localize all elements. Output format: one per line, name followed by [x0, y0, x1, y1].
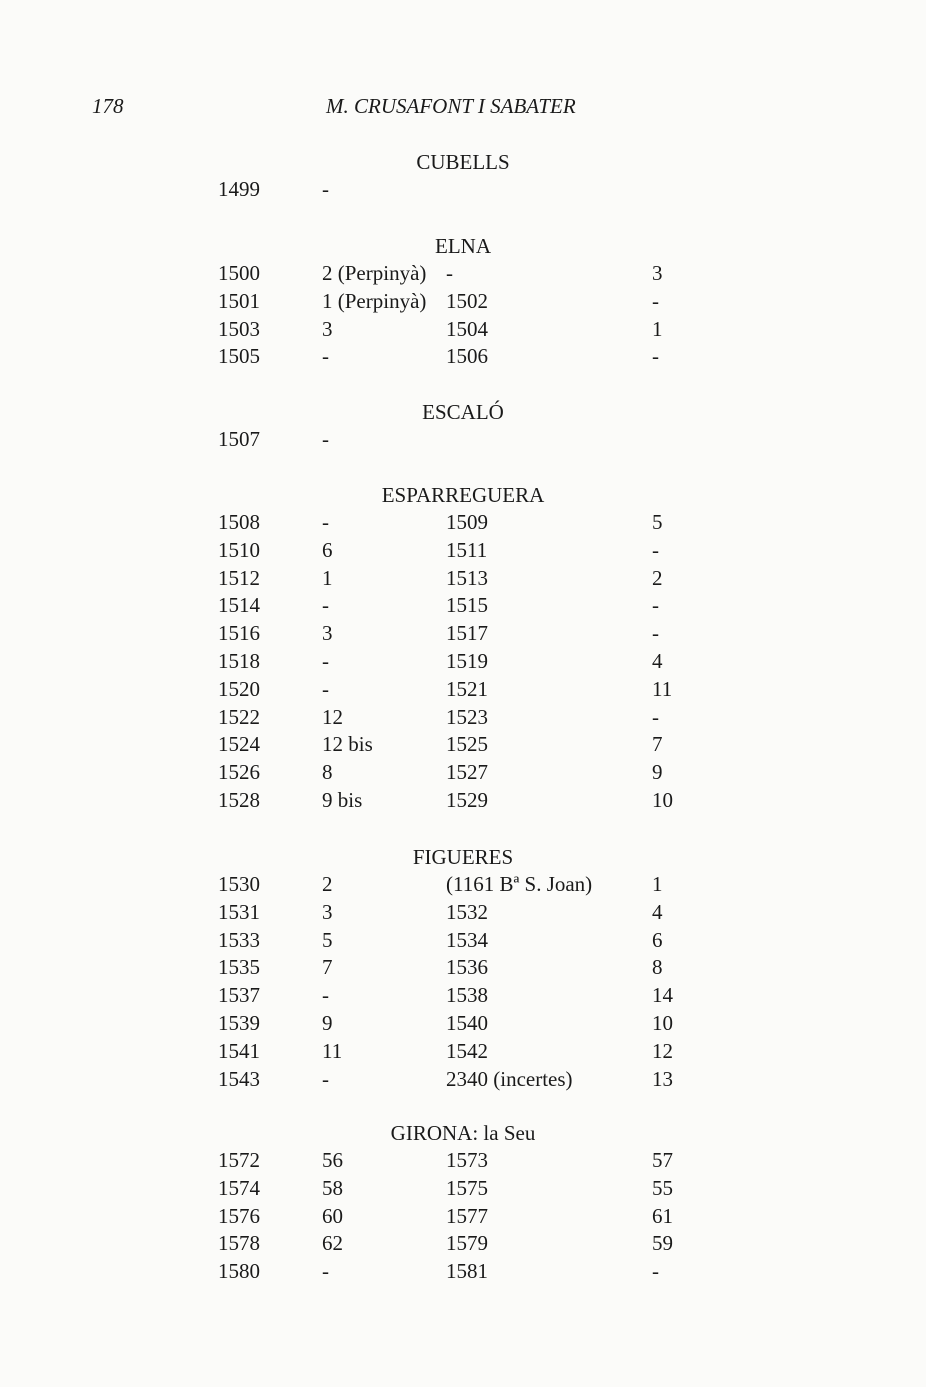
table-row	[0, 177, 926, 205]
cell-col-4: 3	[652, 261, 663, 285]
cell-col-2: 5	[322, 927, 333, 952]
table-row	[0, 955, 926, 983]
cell-col-3: 1577	[446, 1203, 488, 1228]
cell-col-2: 2 (Perpinyà)	[322, 261, 427, 285]
table-row	[0, 983, 926, 1011]
running-head: M. CRUSAFONT I SABATER	[326, 94, 576, 118]
cell-col-3: -	[446, 261, 453, 285]
cell-col-4: 7	[652, 732, 663, 757]
section-title: ESPARREGUERA	[381, 483, 545, 507]
cell-col-4: 9	[652, 760, 663, 785]
cell-col-3: 1523	[446, 704, 488, 729]
table-row	[0, 344, 926, 372]
cell-col-1: 1518	[218, 649, 260, 673]
cell-col-1: 1533	[218, 927, 260, 952]
cell-col-1: 1510	[218, 537, 260, 562]
cell-col-3: 1542	[446, 1038, 488, 1063]
table-row	[0, 649, 926, 677]
cell-col-3: 1529	[446, 788, 488, 812]
cell-col-2: -	[322, 1066, 329, 1091]
table-row	[0, 705, 926, 733]
cell-col-1: 1574	[218, 1175, 260, 1200]
cell-col-2: 58	[322, 1175, 343, 1200]
cell-col-4: 8	[652, 955, 663, 980]
table-row	[0, 593, 926, 621]
table-row	[0, 1176, 926, 1204]
cell-col-2: -	[322, 983, 329, 1008]
section-title: GIRONA: la Seu	[390, 1121, 536, 1145]
table-row	[0, 621, 926, 649]
cell-col-2: 3	[322, 316, 333, 341]
cell-col-2: -	[322, 427, 329, 451]
table-row	[0, 1259, 926, 1287]
table-row	[0, 510, 926, 538]
cell-col-1: 1524	[218, 732, 260, 757]
cell-col-1: 1512	[218, 565, 260, 590]
cell-col-4: 10	[652, 1011, 673, 1035]
cell-col-1: 1535	[218, 955, 260, 980]
cell-col-2: 3	[322, 621, 333, 646]
cell-col-3: 1504	[446, 316, 488, 341]
table-row	[0, 289, 926, 317]
cell-col-2: -	[322, 510, 329, 534]
table-row	[0, 900, 926, 928]
page-header	[0, 94, 926, 124]
cell-col-1: 1576	[218, 1203, 260, 1228]
cell-col-1: 1516	[218, 621, 260, 646]
cell-col-1: 1539	[218, 1011, 260, 1035]
cell-col-3: 1575	[446, 1175, 488, 1200]
cell-col-1: 1522	[218, 704, 260, 729]
cell-col-2: 6	[322, 537, 333, 562]
cell-col-1: 1526	[218, 760, 260, 785]
cell-col-4: -	[652, 1259, 659, 1284]
cell-col-2: 1	[322, 565, 333, 590]
table-row	[0, 566, 926, 594]
cell-col-2: 56	[322, 1148, 343, 1172]
cell-col-1: 1530	[218, 872, 260, 896]
cell-col-4: -	[652, 593, 659, 618]
cell-col-4: 12	[652, 1038, 673, 1063]
table-row	[0, 538, 926, 566]
cell-col-1: 1507	[218, 427, 260, 451]
cell-col-4: 2	[652, 565, 663, 590]
cell-col-1: 1578	[218, 1231, 260, 1256]
cell-col-2: 11	[322, 1038, 343, 1063]
cell-col-1: 1505	[218, 344, 260, 369]
table-row	[0, 1067, 926, 1095]
table-row	[0, 760, 926, 788]
cell-col-4: 57	[652, 1148, 673, 1172]
cell-col-1: 1520	[218, 676, 260, 701]
section-title: ELNA	[435, 234, 491, 258]
cell-col-1: 1580	[218, 1259, 260, 1284]
table-row	[0, 928, 926, 956]
cell-col-2: 9	[322, 1011, 333, 1035]
cell-col-4: 1	[652, 872, 663, 896]
cell-col-2: -	[322, 1259, 329, 1284]
cell-col-1: 1543	[218, 1066, 260, 1091]
cell-col-2: -	[322, 593, 329, 618]
cell-col-1: 1541	[218, 1038, 260, 1063]
cell-col-3: 1534	[446, 927, 488, 952]
section-title: CUBELLS	[416, 150, 510, 174]
section-title: FIGUERES	[412, 845, 514, 869]
cell-col-3: 1509	[446, 510, 488, 534]
cell-col-4: 61	[652, 1203, 673, 1228]
cell-col-4: -	[652, 537, 659, 562]
cell-col-3: 1513	[446, 565, 488, 590]
cell-col-4: 59	[652, 1231, 673, 1256]
table-row	[0, 1204, 926, 1232]
cell-col-4: 55	[652, 1175, 673, 1200]
table-row	[0, 1231, 926, 1259]
cell-col-4: 10	[652, 788, 673, 812]
cell-col-4: 14	[652, 983, 673, 1008]
cell-col-2: 2	[322, 872, 333, 896]
cell-col-3: 1573	[446, 1148, 488, 1172]
cell-col-2: 7	[322, 955, 333, 980]
cell-col-4: 11	[652, 676, 673, 701]
cell-col-1: 1508	[218, 510, 260, 534]
section-title: ESCALÓ	[422, 400, 504, 424]
cell-col-4: -	[652, 704, 659, 729]
cell-col-1: 1537	[218, 983, 260, 1008]
table-row	[0, 677, 926, 705]
table-row	[0, 872, 926, 900]
cell-col-4: -	[652, 344, 659, 369]
cell-col-1: 1528	[218, 788, 260, 812]
cell-col-3: 1511	[446, 537, 488, 562]
cell-col-2: 8	[322, 760, 333, 785]
cell-col-2: -	[322, 344, 329, 369]
table-row	[0, 732, 926, 760]
table-row	[0, 1039, 926, 1067]
table-row	[0, 788, 926, 816]
cell-col-4: 6	[652, 927, 663, 952]
cell-col-3: 1527	[446, 760, 488, 785]
cell-col-1: 1503	[218, 316, 260, 341]
cell-col-4: -	[652, 621, 659, 646]
cell-col-2: 1 (Perpinyà)	[322, 288, 427, 313]
table-row	[0, 427, 926, 455]
cell-col-1: 1514	[218, 593, 260, 618]
cell-col-4: 13	[652, 1066, 673, 1091]
cell-col-3: 2340 (incertes)	[446, 1066, 573, 1091]
cell-col-1: 1499	[218, 177, 260, 201]
page-number: 178	[92, 94, 124, 118]
cell-col-4: 1	[652, 316, 663, 341]
cell-col-3: 1506	[446, 344, 488, 369]
cell-col-4: -	[652, 288, 659, 313]
cell-col-2: 60	[322, 1203, 343, 1228]
table-row	[0, 1148, 926, 1176]
cell-col-3: 1517	[446, 621, 488, 646]
cell-col-4: 4	[652, 649, 663, 673]
cell-col-2: 12	[322, 704, 343, 729]
cell-col-3: 1519	[446, 649, 488, 673]
cell-col-3: 1540	[446, 1011, 488, 1035]
cell-col-1: 1572	[218, 1148, 260, 1172]
table-row	[0, 261, 926, 289]
cell-col-4: 5	[652, 510, 663, 534]
cell-col-2: -	[322, 177, 329, 201]
cell-col-3: 1525	[446, 732, 488, 757]
cell-col-3: 1502	[446, 288, 488, 313]
cell-col-2: -	[322, 649, 329, 673]
cell-col-2: -	[322, 676, 329, 701]
cell-col-3: 1515	[446, 593, 488, 618]
cell-col-3: 1538	[446, 983, 488, 1008]
cell-col-3: 1579	[446, 1231, 488, 1256]
cell-col-1: 1500	[218, 261, 260, 285]
cell-col-1: 1501	[218, 288, 260, 313]
cell-col-2: 62	[322, 1231, 343, 1256]
cell-col-3: 1581	[446, 1259, 488, 1284]
cell-col-4: 4	[652, 899, 663, 924]
cell-col-2: 12 bis	[322, 732, 373, 757]
cell-col-1: 1531	[218, 899, 260, 924]
cell-col-3: (1161 Bª S. Joan)	[446, 872, 593, 896]
table-row	[0, 317, 926, 345]
cell-col-3: 1536	[446, 955, 488, 980]
cell-col-3: 1521	[446, 676, 488, 701]
cell-col-3: 1532	[446, 899, 488, 924]
cell-col-2: 9 bis	[322, 788, 363, 812]
cell-col-2: 3	[322, 899, 333, 924]
table-row	[0, 1011, 926, 1039]
